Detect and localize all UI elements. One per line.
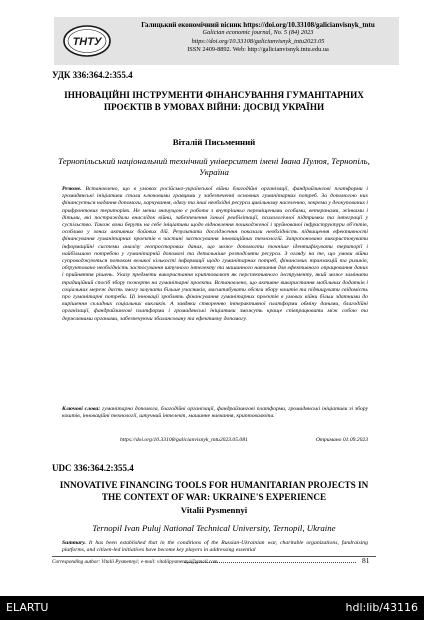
udc-en: UDC 336:364.2:355.4	[52, 463, 134, 473]
page-number: 81	[362, 556, 370, 565]
title-en: INNOVATIVE FINANCING TOOLS FOR HUMANITARIAN PROJECTS IN THE CONTEXT OF WAR: UKRAINE'S EXPERIENCE	[59, 480, 369, 502]
article-doi-link[interactable]: https://doi.org/10.33108/galicianvisnyk_tntu2023.05.081	[120, 437, 248, 443]
handle-identifier[interactable]: hdl:lib/43116	[345, 601, 418, 614]
journal-logo	[62, 23, 112, 59]
footer-dotted-leader	[184, 562, 356, 563]
keywords-ua	[62, 406, 368, 420]
author-en: Vitalii Pysmennyi	[180, 505, 248, 515]
author-ua: Віталій Письменний	[172, 137, 256, 147]
abstract-label-en: Summary.	[62, 540, 86, 546]
logo-text: ТНТУ	[72, 36, 102, 48]
journal-header	[54, 17, 399, 65]
corresponding-author-footnote: Corresponding author: Vitalii Pysmennyi; e-mail: vitaliipysmennyi@gmail.com	[52, 559, 218, 565]
affiliation-en: Ternopil Ivan Puluj National Technical University, Ternopil, Ukraine	[92, 523, 336, 533]
keywords-text-ua: гуманітарна допомога, благодійні організації, фандрайзингові платформи, громадянські ініціативи зі збору коштів, інноваційні технології, штучний інтелект, машинне навчання, криптовалюта.	[62, 406, 368, 420]
journal-issue: Galician economic journal, No. 5 (84) 2023	[202, 29, 314, 37]
abstract-en	[62, 540, 368, 554]
issn-web: ISSN 2409-8892. Web: http://galicianvisnyk.tntu.edu.ua	[187, 46, 329, 54]
viewer-status-bar	[0, 596, 424, 620]
issue-doi: https://doi.org/10.33108/galicianvisnyk_tntu2023.05	[191, 37, 325, 45]
keywords-label-ua: Ключові слова:	[62, 406, 101, 412]
udc-ua: УДК 336:364.2:355.4	[52, 70, 133, 80]
affiliation-ua: Тернопільський національний технічний університет імені Івана Пулюя, Тернопіль, Україна	[58, 156, 370, 177]
footer-divider	[52, 556, 376, 557]
journal-header-text	[120, 21, 396, 55]
abstract-text-ua: Встановлено, що в умовах російсько-української війни благодійні організації, фандрайзингові платформи і громадянські ініціативи стали ключовими гравцями у забезпеченні основних гуманітарних потреб. За допомогою них фінансується надання допомоги, харчування, одягу та інші необхідні ресурси цивільному населенню, зокрема у деокупованих і прифронтових територіях. Не менш значущою є робота з внутрішньо переміщеними особами, ветеранами, жінками і дітьми, які постраждали внаслідок війни, забезпечення їхньої реабілітації, психологічної підтримки та інтеграції у суспільство. Також вони беруть на себе ініціативи щодо відновлення пошкодженої і зруйнованої інфраструктури об'єктів, особливо у зонах активних бойових дій. Результати дослідження показали необхідність підвищення ефективності фінансування гуманітарних проєктів в частині застосування інноваційних технологій. Запропоновано використовувати інформаційні системи аналізу геопросторових даних, що може допомогти точніше ідентифікувати території і найбільшою потребою у гуманітарній допомозі та детальніше розподіляти ресурси. З огляду на те, що умови війни супроводжуються потоком великої кількості інформації щодо гуманітарних потреб, фінансових транзакцій та ризиків, обґрунтовано необхідність застосування штучного інтелекту та машинного навчання для ефективного опрацювання даних і прийняття рішень. Указу предмети використання криптовалют як перспективного інструменту, який може замінити традиційний спосіб збору пожертв на гуманітарні проєкти. Встановлено, що активне використання мобільних додатків і соціальних мереж дасть змогу залучати більше учасників, масштабувати обсяги збору коштів та підвищувати свідомість про гуманітарні потреби. Ці інновації зроблять фінансування гуманітарних проєктів в умовах війни більш здатними до вирішення складних соціальних викликів. А завдяки створенню інтерактивної платформи обміну даними, благодійні організації, фандрайзингові платформи і громадянські ініціативи зможуть краще співпрацювати між собою та державними органами, забезпечуючи збалансовану та ефективну допомогу.	[62, 186, 368, 322]
abstract-label-ua: Резюме.	[62, 186, 82, 192]
journal-name: Галицький економічний вісник https://doi.org/10.33108/galicianvisnyk_tntu	[141, 21, 375, 29]
received-date: Отримано 01.09.2023	[315, 437, 368, 443]
abstract-text-en: It has been established that in the conditions of the Russian-Ukrainian war, charitable organizations, fundraising platforms, and citizen-led initiatives have become key players in addressing essential	[62, 540, 368, 554]
repository-name: ELARTU	[6, 601, 49, 614]
abstract-ua	[62, 186, 368, 323]
title-ua: ІННОВАЦІЙНІ ІНСТРУМЕНТИ ФІНАНСУВАННЯ ГУМАНІТАРНИХ ПРОЄКТІВ В УМОВАХ ВІЙНИ: ДОСВІД УКРАЇНИ	[64, 90, 364, 112]
